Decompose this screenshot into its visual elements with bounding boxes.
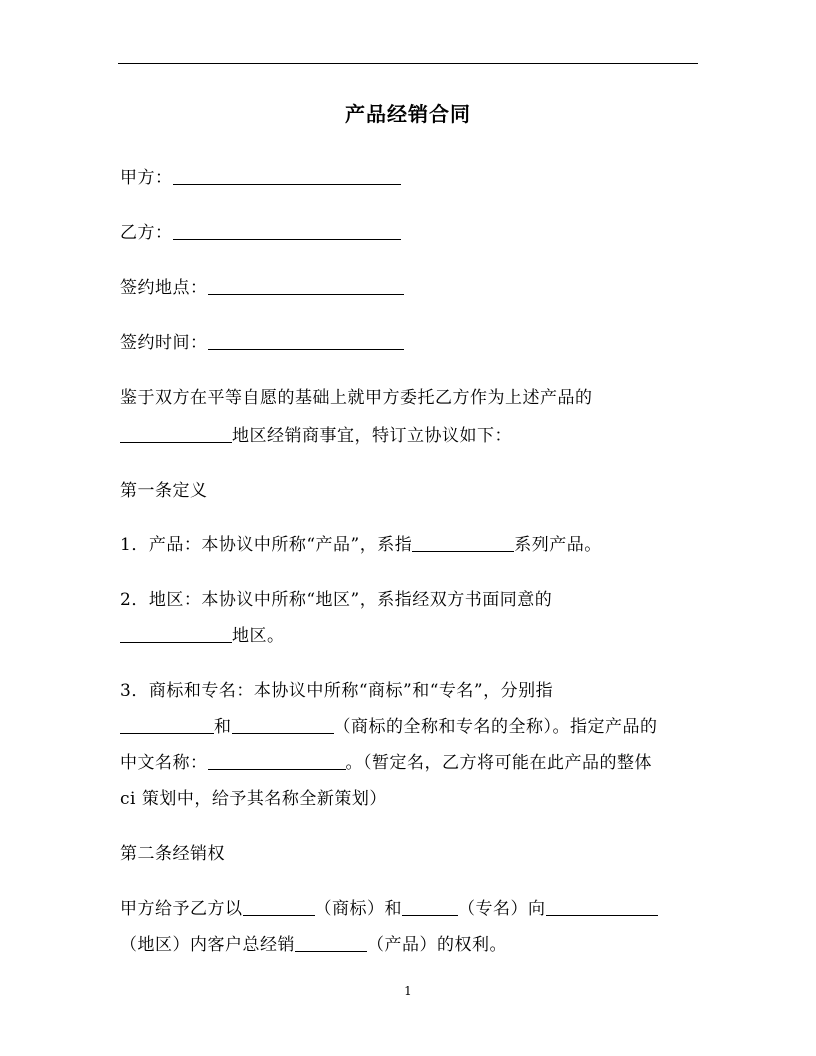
party-b-line xyxy=(120,221,401,245)
article-2-line-1-text: 甲方给予乙方以 xyxy=(120,899,243,919)
signing-time-blank xyxy=(208,331,404,350)
party-b-blank xyxy=(173,221,401,240)
item-1-text: 1．产品：本协议中所称“产品”，系指 xyxy=(120,535,413,555)
item-3-line-2-suffix: （商标的全称和专名的全称）。指定产品的 xyxy=(333,717,658,737)
header-rule xyxy=(118,63,698,64)
article-2-region-blank xyxy=(546,897,658,916)
article-2-line-2-suffix: （产品）的权利。 xyxy=(367,935,507,955)
article-2-heading: 第二条经销权 xyxy=(120,844,225,864)
page-number: 1 xyxy=(404,984,412,998)
area-blank xyxy=(120,624,232,643)
signing-place-blank xyxy=(208,276,404,295)
item-3-and: 和 xyxy=(214,717,232,737)
article-2-product-blank xyxy=(295,933,367,952)
article-2-trademark-blank xyxy=(243,897,315,916)
article-1-heading: 第一条定义 xyxy=(120,481,208,501)
signing-time-label: 签约时间： xyxy=(120,333,208,353)
article-2-line-1-mid-2: （专名）向 xyxy=(458,899,546,919)
article-1-item-3-line-2 xyxy=(120,715,658,739)
party-a-blank xyxy=(173,166,401,185)
party-b-label: 乙方： xyxy=(120,223,173,243)
article-1-item-2-line-2 xyxy=(120,624,285,648)
chinese-name-blank xyxy=(208,751,346,770)
item-3-chinese-name-label: 中文名称： xyxy=(120,753,208,773)
trademark-blank xyxy=(120,715,214,734)
item-2-suffix: 地区。 xyxy=(232,626,285,646)
article-2-line-2 xyxy=(120,933,507,957)
item-3-line-3-suffix: 。（暂定名，乙方将可能在此产品的整体 xyxy=(345,753,652,773)
item-1-suffix: 系列产品。 xyxy=(514,535,602,555)
article-1-item-3-line-4: ci 策划中，给予其名称全新策划） xyxy=(120,789,387,809)
product-series-blank xyxy=(412,533,514,552)
article-1-item-3-line-1: 3．商标和专名：本协议中所称“商标”和“专名”，分别指 xyxy=(120,681,554,701)
article-2-line-1 xyxy=(120,897,658,921)
region-blank xyxy=(120,424,232,443)
preamble-line-2 xyxy=(120,424,512,448)
brand-name-blank xyxy=(232,715,334,734)
signing-time-line xyxy=(120,331,404,355)
article-1-item-1 xyxy=(120,533,602,557)
article-2-line-2-text: （地区）内客户总经销 xyxy=(120,935,295,955)
article-1-item-3-line-3 xyxy=(120,751,652,775)
article-2-brand-blank xyxy=(402,897,458,916)
signing-place-line xyxy=(120,276,404,300)
preamble-line-2-text: 地区经销商事宜，特订立协议如下： xyxy=(232,426,512,446)
article-1-item-2-line-1: 2．地区：本协议中所称“地区”，系指经双方书面同意的 xyxy=(120,590,553,610)
party-a-label: 甲方： xyxy=(120,168,173,188)
document-title: 产品经销合同 xyxy=(345,102,471,126)
article-2-line-1-mid-1: （商标）和 xyxy=(314,899,402,919)
preamble-line-1: 鉴于双方在平等自愿的基础上就甲方委托乙方作为上述产品的 xyxy=(120,388,593,408)
signing-place-label: 签约地点： xyxy=(120,278,208,298)
party-a-line xyxy=(120,166,401,190)
